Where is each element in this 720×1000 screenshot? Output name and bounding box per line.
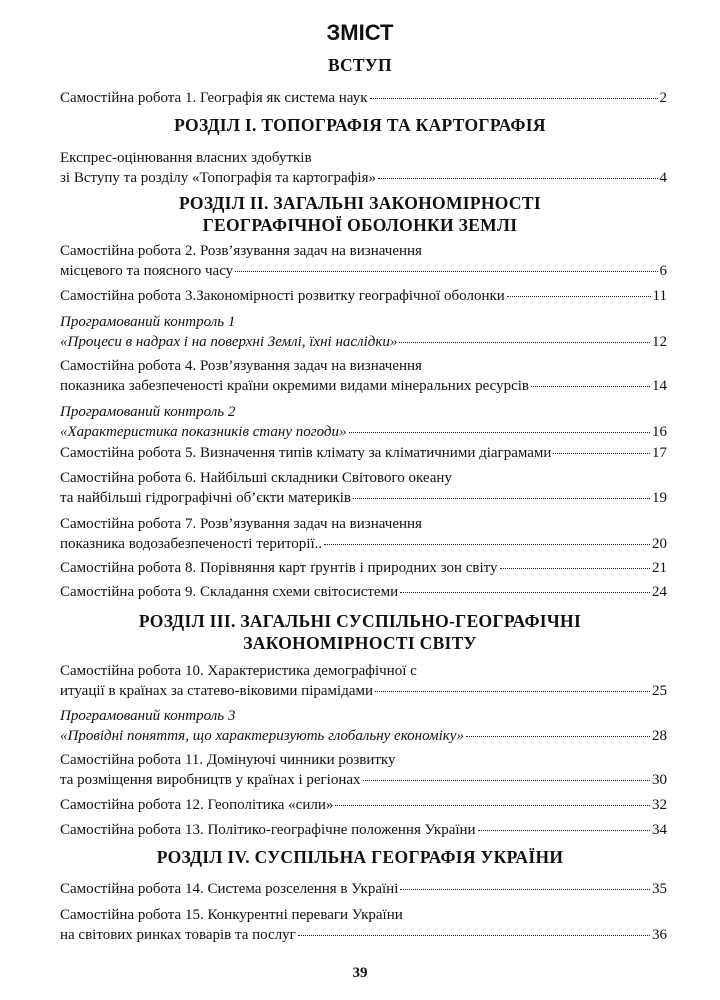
toc-entry-line: та найбільші гідрографічні об’єкти материків: [60, 490, 352, 506]
toc-page-number: 36: [652, 927, 667, 943]
toc-entry-row: [60, 925, 667, 945]
toc-entry-line: Самостійна робота 14. Система розселення в Україні: [60, 881, 399, 897]
toc-entry-row: [60, 770, 667, 790]
dot-leader: [507, 296, 651, 297]
toc-entry-row: [60, 879, 667, 899]
toc-entry-line: Самостійна робота 13. Політико-географічне положення України: [60, 822, 476, 838]
toc-entry-line: Програмований контроль 2: [60, 404, 236, 420]
toc-entry-line: показника водозабезпеченості території..: [60, 536, 323, 552]
toc-entry-line: Самостійна робота 7. Розв’язування задач на визначення: [60, 516, 422, 532]
dot-leader: [553, 453, 650, 454]
dot-leader: [378, 178, 657, 179]
toc-entry-line: Програмований контроль 1: [60, 314, 236, 330]
toc-page-number: 19: [652, 490, 667, 506]
toc-page-number: 2: [659, 90, 667, 106]
section-heading: [0, 846, 720, 868]
toc-entry-control[interactable]: [60, 402, 667, 442]
toc-entry-row: [60, 376, 667, 396]
page-title: ЗМІСТ: [326, 20, 394, 45]
toc-entry-line: Самостійна робота 15. Конкурентні переваги України: [60, 907, 403, 923]
toc-entry[interactable]: [60, 582, 667, 602]
toc-entry-row: [60, 820, 667, 840]
toc-page-number: 4: [659, 170, 667, 186]
toc-entry[interactable]: [60, 820, 667, 840]
toc-entry[interactable]: [60, 356, 667, 396]
toc-entry-line: на світових ринках товарів та послуг: [60, 927, 296, 943]
section-heading: [0, 54, 720, 76]
toc-page-number: 6: [659, 263, 667, 279]
toc-entry-row: [60, 488, 667, 508]
toc-entry-control[interactable]: [60, 706, 667, 746]
toc-entry-line: «Провідні поняття, що характеризують глобальну економіку»: [60, 728, 464, 744]
toc-entry-line: показника забезпеченості країни окремими видами мінеральних ресурсів: [60, 378, 530, 394]
toc-page-number: 14: [652, 378, 667, 394]
toc-entry[interactable]: [60, 558, 667, 578]
toc-page-number: 11: [652, 288, 667, 304]
toc-entry-line: Самостійна робота 8. Порівняння карт ґрунтів і природних зон світу: [60, 560, 498, 576]
toc-page-number: 20: [652, 536, 667, 552]
toc-entry-row: [60, 681, 667, 701]
toc-entry-control[interactable]: [60, 312, 667, 352]
toc-entry-line: Самостійна робота 2. Розв’язування задач на визначення: [60, 243, 422, 259]
section-heading-line: ЗАКОНОМІРНОСТІ СВІТУ: [243, 633, 477, 653]
toc-page-number: 30: [652, 772, 667, 788]
dot-leader: [400, 592, 650, 593]
toc-page-number: 17: [652, 445, 667, 461]
toc-entry[interactable]: [60, 514, 667, 554]
toc-entry-row: [60, 261, 667, 281]
toc-page-number: 16: [652, 424, 667, 440]
toc-page-number: 12: [652, 334, 667, 350]
dot-leader: [531, 386, 650, 387]
section-heading-line: ВСТУП: [328, 55, 392, 75]
toc-page-number: 25: [652, 683, 667, 699]
toc-entry-line: Самостійна робота 6. Найбільші складники Світового океану: [60, 470, 452, 486]
toc-entry-row: [60, 443, 667, 463]
section-heading: [0, 114, 720, 136]
toc-entry-row: [60, 88, 667, 108]
toc-entry[interactable]: [60, 879, 667, 899]
dot-leader: [298, 935, 650, 936]
dot-leader: [400, 889, 650, 890]
toc-page-number: 32: [652, 797, 667, 813]
toc-entry-row: [60, 534, 667, 554]
toc-page-number: 21: [652, 560, 667, 576]
toc-entry-line: Самостійна робота 5. Визначення типів клімату за кліматичними діаграмами: [60, 445, 552, 461]
dot-leader: [363, 780, 650, 781]
toc-entry[interactable]: [60, 661, 667, 701]
toc-entry[interactable]: [60, 88, 667, 108]
dot-leader: [235, 271, 657, 272]
section-heading: [0, 610, 720, 654]
toc-entry-line: Самостійна робота 10. Характеристика демографічної с: [60, 663, 417, 679]
toc-entry-line: Самостійна робота 3.Закономірності розвитку географічної оболонки: [60, 288, 505, 304]
toc-entry-line: Програмований контроль 3: [60, 708, 236, 724]
toc-entry[interactable]: [60, 750, 667, 790]
dot-leader: [478, 830, 650, 831]
toc-entry-line: зі Вступу та розділу «Топографія та картографія»: [60, 170, 377, 186]
toc-entry-row: [60, 795, 667, 815]
toc-entry-line: місцевого та поясного часу: [60, 263, 234, 279]
toc-entry-line: итуації в країнах за статево-віковими пірамідами: [60, 683, 374, 699]
section-heading: [0, 192, 720, 236]
dot-leader: [353, 498, 650, 499]
toc-entry[interactable]: [60, 241, 667, 281]
toc-entry-line: «Характеристика показників стану погоди»: [60, 424, 347, 440]
toc-entry-row: [60, 582, 667, 602]
toc-entry[interactable]: [60, 443, 667, 463]
toc-entry-row: [60, 168, 667, 188]
dot-leader: [335, 805, 650, 806]
toc-entry[interactable]: [60, 905, 667, 945]
toc-entry-line: Самостійна робота 9. Складання схеми світосистеми: [60, 584, 399, 600]
section-heading-line: РОЗДІЛ ІІІ. ЗАГАЛЬНІ СУСПІЛЬНО-ГЕОГРАФІЧНІ: [138, 611, 582, 631]
dot-leader: [466, 736, 650, 737]
toc-entry-line: «Процеси в надрах і на поверхні Землі, їхні наслідки»: [60, 334, 398, 350]
toc-page-number: 28: [652, 728, 667, 744]
dot-leader: [370, 98, 658, 99]
dot-leader: [349, 432, 650, 433]
dot-leader: [375, 691, 650, 692]
section-heading-line: РОЗДІЛ І. ТОПОГРАФІЯ ТА КАРТОГРАФІЯ: [174, 115, 546, 135]
toc-entry[interactable]: [60, 795, 667, 815]
toc-entry-line: Самостійна робота 4. Розв’язування задач на визначення: [60, 358, 422, 374]
toc-entry[interactable]: [60, 148, 667, 188]
page-number: 39: [352, 965, 368, 981]
toc-page-number: 24: [652, 584, 667, 600]
toc-entry-line: Самостійна робота 12. Геополітика «сили»: [60, 797, 334, 813]
toc-entry-row: [60, 558, 667, 578]
dot-leader: [324, 544, 650, 545]
toc-entry-line: та розміщення виробництв у країнах і регіонах: [60, 772, 361, 788]
toc-entry-line: Самостійна робота 11. Домінуючі чинники розвитку: [60, 752, 396, 768]
toc-entry[interactable]: [60, 286, 667, 306]
toc-entry-row: [60, 422, 667, 442]
section-heading-line: ГЕОГРАФІЧНОЇ ОБОЛОНКИ ЗЕМЛІ: [202, 215, 518, 235]
toc-page-number: 34: [652, 822, 667, 838]
toc-entry[interactable]: [60, 468, 667, 508]
dot-leader: [399, 342, 650, 343]
section-heading-line: РОЗДІЛ ІІ. ЗАГАЛЬНІ ЗАКОНОМІРНОСТІ: [179, 193, 541, 213]
section-heading-line: РОЗДІЛ IV. СУСПІЛЬНА ГЕОГРАФІЯ УКРАЇНИ: [156, 847, 564, 867]
toc-page-number: 35: [652, 881, 667, 897]
dot-leader: [500, 568, 651, 569]
toc-entry-row: [60, 726, 667, 746]
toc-entry-line: Експрес-оцінювання власних здобутків: [60, 150, 312, 166]
toc-entry-line: Самостійна робота 1. Географія як система наук: [60, 90, 368, 106]
toc-entry-row: [60, 332, 667, 352]
toc-entry-row: [60, 286, 667, 306]
